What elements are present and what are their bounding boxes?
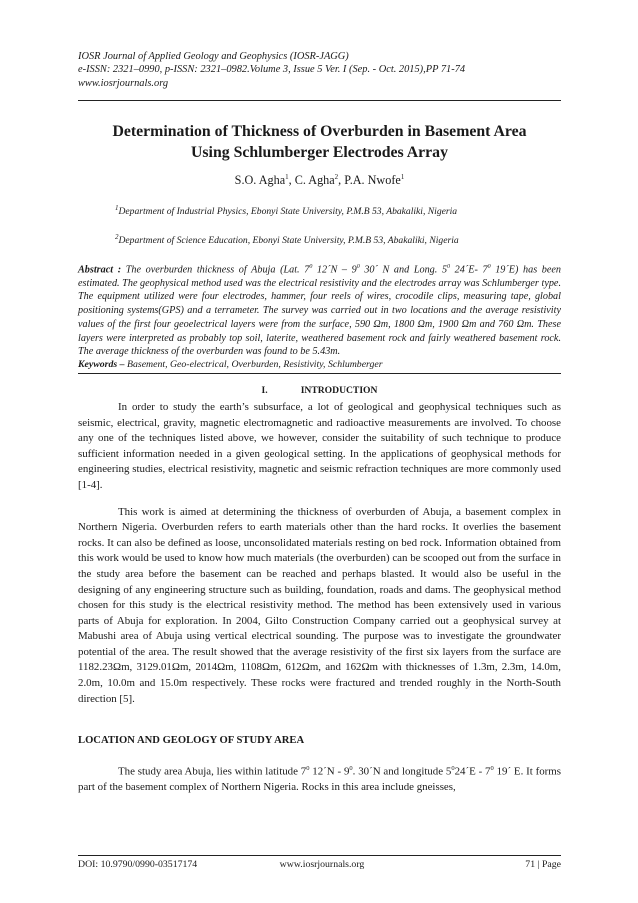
keywords-divider bbox=[78, 373, 561, 374]
intro-paragraph-2: This work is aimed at determining the thickness of overburden of Abuja, a basement complex in Northern Nigeria. Overburden refers to earth materials other than the hard rocks. It overlies the basement rocks. It can also be defined as loose, unconsolidated materials resting on bed rock. Information obtained from this work would be used to know how much materials (the overburden) can be scooped out from the surface in the study area before the basement can be reached and perhaps blasted. It would also be useful in the designing of any engineering structure such as building, foundation, roads and dams. The geophysical method chosen for this study is the electrical resistivity method. The method has been extensively used in various parts of Abuja for exploration. In 2004, Gilto Construction Company carried out a geophysical survey at Mabushi area of Abuja using vertical electrical sounding. The purpose was to investigate the groundwater potential of the area. The result showed that the average resistivity of the first six layers from the surface are 1182.23Ωm, 3129.01Ωm, 2014Ωm, 1108Ωm, 612Ωm, and 162Ωm with thicknesses of 1.3m, 2.3m, 14.0m, 2.0m, 10.0m and 15.0m respectively. These rocks were fractured and trended roughly in the North-South direction [5]. bbox=[78, 505, 561, 705]
degree-mark: 0 bbox=[309, 263, 313, 270]
affiliation-1-marker: 1 bbox=[115, 204, 119, 213]
journal-issn: e-ISSN: 2321–0990, p-ISSN: 2321–0982.Volume 3, Issue 5 Ver. I (Sep. - Oct. 2015),PP 71-74 bbox=[78, 64, 466, 76]
author-2: , C. Agha bbox=[288, 173, 335, 188]
abstract-text-2: 12´N – 9 bbox=[312, 264, 357, 276]
location-paragraph bbox=[78, 761, 561, 796]
section-number: I. bbox=[261, 384, 268, 396]
degree-mark: 0 bbox=[451, 765, 455, 773]
abstract-text-4: 24´E- 7 bbox=[450, 264, 488, 276]
footer-doi: DOI: 10.9790/0990-03517174 bbox=[78, 859, 198, 870]
keywords-label: Keywords – bbox=[78, 358, 125, 370]
title-line-1: Determination of Thickness of Overburden in Basement Area bbox=[112, 123, 527, 141]
journal-header bbox=[78, 50, 561, 90]
affiliation-1-text: Department of Industrial Physics, Ebonyi State University, P.M.B 53, Abakaliki, Nigeria bbox=[118, 206, 458, 218]
location-text-3: . 30´N and longitude 5 bbox=[352, 765, 452, 778]
footer-site[interactable]: www.iosrjournals.org bbox=[279, 859, 365, 870]
page-footer bbox=[78, 859, 561, 873]
author-list bbox=[78, 173, 561, 188]
keywords-text: Basement, Geo-electrical, Overburden, Resistivity, Schlumberger bbox=[124, 358, 383, 370]
header-divider bbox=[78, 100, 561, 101]
title-line-2: Using Schlumberger Electrodes Array bbox=[191, 144, 448, 162]
keywords bbox=[78, 359, 561, 371]
author-3: , P.A. Nwofe bbox=[338, 173, 401, 188]
location-text-5: 19´ E. It forms part of the basement complex of Northern Nigeria. Rocks in this area include gneisses, bbox=[78, 765, 561, 794]
affiliation-2-text: Department of Science Education, Ebonyi State University, P.M.B 53, Abakaliki, Nigeria bbox=[118, 235, 459, 247]
footer-page-number: 71 | Page bbox=[525, 859, 561, 870]
journal-url[interactable]: www.iosrjournals.org bbox=[78, 77, 169, 89]
abstract-text-5: 19´E) has been estimated. The geophysical method used was the electrical resistivity and the electrodes array was Schlumberger type. The equipment utilized were four electrodes, hammer, four reels of wires, crocodile clips, measuring tape, global positioning systems(GPS) and a terrameter. The survey was carried out in two locations and the average resistivity values of the first four geoelectrical layers were from the surface, 590 Ωm, 1800 Ωm, 1900 Ωm and 760 Ωm. These layers were interpreted as probably top soil, laterite, weathered basement rock and fairly weathered basement rock. The average thickness of the overburden was found to be 5.43m. bbox=[78, 264, 561, 358]
degree-mark: 0 bbox=[487, 263, 491, 270]
section-title: INTRODUCTION bbox=[300, 384, 378, 396]
section-heading-location: LOCATION AND GEOLOGY OF STUDY AREA bbox=[78, 735, 305, 747]
author-1: S.O. Agha bbox=[234, 173, 286, 188]
abstract-text-3: 30´ N and Long. 5 bbox=[359, 264, 448, 276]
degree-mark: 0 bbox=[490, 765, 494, 773]
affiliation-2-marker: 2 bbox=[115, 233, 119, 242]
abstract bbox=[78, 261, 561, 359]
paper-title bbox=[78, 121, 561, 163]
location-text-4: 24´E - 7 bbox=[454, 765, 491, 778]
footer-divider bbox=[78, 855, 561, 856]
author-1-affil: 1 bbox=[285, 173, 289, 182]
degree-mark: 0 bbox=[447, 263, 451, 270]
location-text-2: 12´N - 9 bbox=[309, 765, 350, 778]
degree-mark: 0 bbox=[306, 765, 310, 773]
degree-mark: 0 bbox=[356, 263, 360, 270]
degree-mark: 0 bbox=[349, 765, 353, 773]
affiliation-1 bbox=[115, 202, 561, 218]
paper-page bbox=[78, 50, 561, 796]
location-text-1: The study area Abuja, lies within latitude 7 bbox=[118, 765, 307, 778]
author-3-affil: 1 bbox=[400, 173, 405, 182]
intro-paragraph-1: In order to study the earth’s subsurface, a lot of geological and geophysical techniques such as seismic, electrical, gravity, magnetic electromagnetic and radioactive measurements are involved. To choose any one of the techniques listed above, we however, consider the suitability of such technique to produce sufficient information needed in a given geological setting. In the applications of geophysical methods for engineering studies, electrical resistivity, magnetic and seismic refraction techniques are more commonly used [1-4]. bbox=[78, 400, 561, 491]
author-2-affil: 2 bbox=[334, 173, 339, 182]
abstract-text-1: The overburden thickness of Abuja (Lat. 7 bbox=[121, 264, 310, 276]
affiliation-2 bbox=[115, 231, 561, 247]
section-heading-introduction bbox=[78, 385, 561, 396]
journal-name: IOSR Journal of Applied Geology and Geophysics (IOSR-JAGG) bbox=[78, 51, 349, 62]
abstract-label: Abstract : bbox=[78, 264, 122, 276]
